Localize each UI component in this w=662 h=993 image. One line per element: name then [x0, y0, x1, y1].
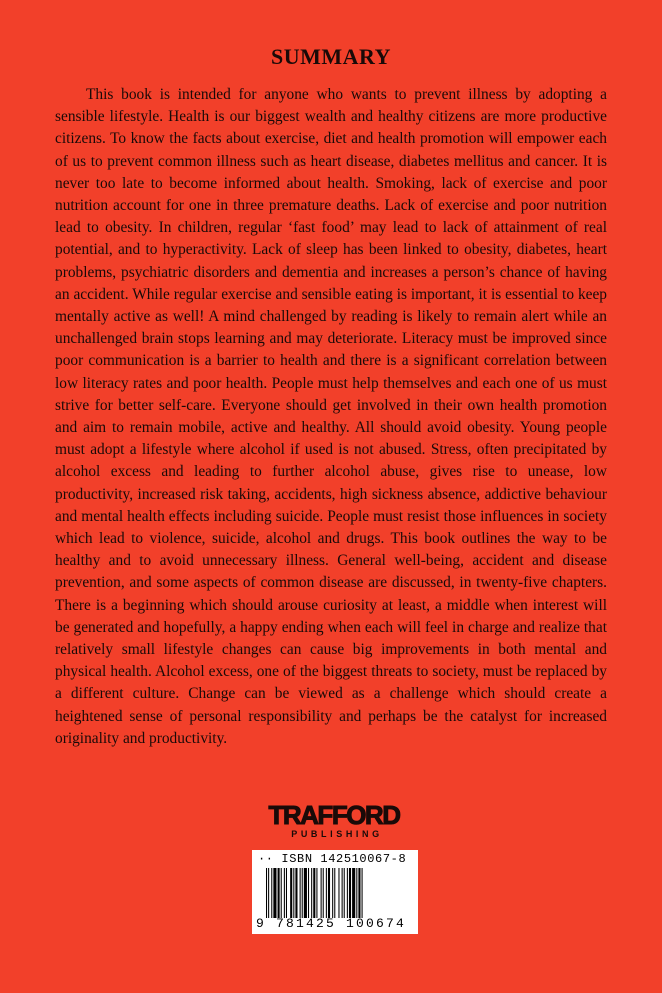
barcode-bar	[352, 868, 355, 918]
barcode-bar	[326, 868, 327, 918]
barcode-bar	[356, 868, 357, 918]
barcode-bar	[281, 868, 282, 918]
barcode-bar	[334, 868, 335, 918]
barcode-bar	[278, 868, 280, 918]
barcode-bar	[271, 868, 272, 918]
barcode-bar	[284, 868, 285, 918]
barcode-bar	[338, 868, 339, 918]
publisher-subtitle: PUBLISHING	[291, 829, 383, 839]
barcode-bar	[342, 868, 343, 918]
barcode-bar	[268, 868, 269, 918]
barcode-bar	[295, 868, 297, 918]
isbn-label	[258, 852, 414, 866]
barcode-bars	[266, 868, 406, 918]
barcode-bar	[311, 868, 312, 918]
barcode-bar	[273, 868, 276, 918]
barcode-bar	[344, 868, 345, 918]
barcode-bar	[332, 868, 333, 918]
isbn-prefix: ··	[258, 852, 274, 866]
barcode-bar	[358, 868, 360, 918]
barcode-bar	[347, 868, 348, 918]
barcode-bar	[321, 868, 322, 918]
summary-title: SUMMARY	[270, 44, 392, 69]
barcode-bar	[308, 868, 309, 918]
publisher-logo	[236, 800, 426, 840]
barcode-bar	[300, 868, 301, 918]
barcode-bar	[316, 868, 317, 918]
summary-body: This book is intended for anyone who wants to prevent illness by adopting a sensible lifestyle. Health is our biggest wealth and healthy citizens are more productive citizens. To know the facts about exercise, diet and health promotion will empower each of us to prevent common illness such as heart disease, diabetes mellitus and cancer. It is never too late to become informed about health. Smoking, lack of exercise and poor nutrition account for one in three premature deaths. Lack of exercise and poor nutrition lead to obesity. In children, regular ‘fast food’ may lead to lack of attainment of real potential, and to hyperactivity. Lack of sleep has been linked to obesity, diabetes, heart problems, psychiatric disorders and dementia and increases a person’s chance of having an accident. While regular exercise and sensible eating is important, it is essential to keep mentally active as well! A mind challenged by reading is likely to remain alert while an unchallenged brain stops learning and may deteriorate. Literacy must be improved since poor communication is a barrier to health and there is a significant correlation between low literacy rates and poor health. People must help themselves and each one of us must strive for better self-care. Everyone should get involved in their own health promotion and aim to remain mobile, active and healthy. All should avoid obesity. Young people must adopt a lifestyle where alcohol if used is not abused. Stress, often precipitated by alcohol excess and leading to further alcohol abuse, gives rise to unease, low productivity, increased risk taking, accidents, high sickness absence, addictive behaviour and mental health effects including suicide. People must resist those influences in society which lead to violence, suicide, alcohol and drugs. This book outlines the way to be healthy and to avoid unnecessary illness. General well-being, accident and disease prevention, and some aspects of common disease are discussed, in twenty-five chapters. There is a beginning which should arouse curiosity at least, a middle when interest will be generated and hopefully, a happy ending when each will feel in charge and realize that relatively small lifestyle changes can cause big improvements in both mental and physical health. Alcohol excess, one of the biggest threats to society, must be replaced by a different culture. Change can be viewed as a challenge which should create a heightened sense of personal responsibility and perhaps be the catalyst for increased originality and productivity.	[55, 86, 607, 747]
barcode-bar	[290, 868, 292, 918]
barcode-bar	[304, 868, 307, 918]
barcode-bar	[293, 868, 294, 918]
barcode-bar	[362, 868, 363, 918]
isbn-number: ISBN 142510067-8	[281, 852, 407, 866]
barcode-bar	[286, 868, 287, 918]
barcode-bar	[313, 868, 315, 918]
publisher-name: TRAFFORD	[268, 800, 400, 830]
barcode-panel	[252, 850, 418, 934]
barcode-bar	[349, 868, 351, 918]
barcode-bar	[302, 868, 303, 918]
ean-digits: 9 781425 100674	[256, 916, 407, 931]
barcode-bar	[328, 868, 330, 918]
barcode-bar	[323, 868, 324, 918]
barcode-bar	[266, 868, 267, 918]
